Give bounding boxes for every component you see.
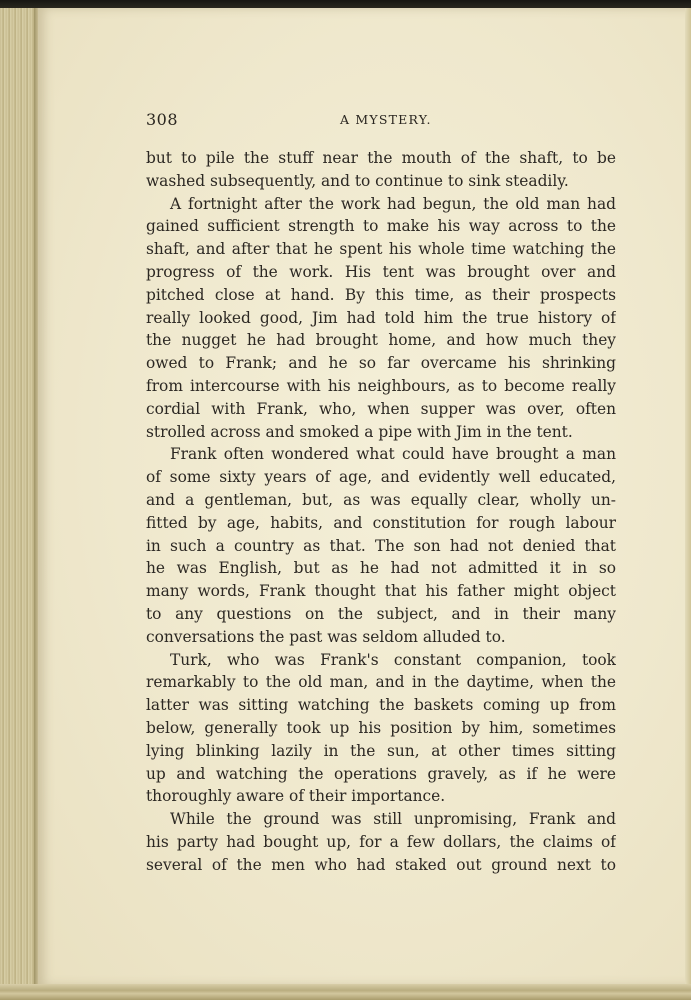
running-head (146, 110, 616, 132)
text-line: shaft, and after that he spent his whole time watching the (146, 240, 616, 259)
page-number: 308 (146, 110, 179, 129)
chapter-title: A MYSTERY. (340, 112, 432, 127)
text-line: washed subsequently, and to continue to sink steadily. (146, 171, 569, 190)
text-line: owed to Frank; and he so far overcame his shrinking (146, 354, 616, 373)
text-line: but to pile the stuff near the mouth of the shaft, to be (146, 149, 616, 167)
body-text (146, 147, 616, 877)
text-line: to any questions on the subject, and in their many (146, 604, 616, 623)
text-line: cordial with Frank, who, when supper was over, often (146, 399, 616, 418)
text-line: latter was sitting watching the baskets coming up from (146, 696, 616, 715)
text-line: up and watching the operations gravely, as if he were (146, 764, 616, 783)
text-line: progress of the work. His tent was brought over and (146, 262, 616, 281)
text-line: fitted by age, habits, and constitution for rough labour (146, 513, 616, 532)
text-line: he was English, but as he had not admitted it in so (146, 559, 616, 578)
text-line: A fortnight after the work had begun, the old man had (170, 194, 616, 213)
text-line: gained sufficient strength to make his way across to the (146, 217, 616, 236)
text-line: of some sixty years of age, and evidently well educated, (146, 468, 616, 487)
text-line: from intercourse with his neighbours, as to become really (146, 376, 616, 395)
text-line: conversations the past was seldom alluded to. (146, 627, 506, 646)
text-line: lying blinking lazily in the sun, at other times sitting (146, 741, 616, 760)
text-line: Frank often wondered what could have brought a man (170, 445, 616, 464)
text-line: his party had bought up, for a few dollars, the claims of (146, 832, 616, 851)
page-stack-edge (0, 8, 40, 1000)
text-line: in such a country as that. The son had not denied that (146, 536, 616, 555)
text-line: several of the men who had staked out ground next to (146, 855, 616, 874)
text-line: pitched close at hand. By this time, as their prospects (146, 285, 616, 304)
text-line: the nugget he had brought home, and how much they (146, 331, 616, 350)
text-line: Turk, who was Frank's constant companion, took (170, 650, 616, 669)
text-line: While the ground was still unpromising, Frank and (170, 810, 616, 829)
text-line: remarkably to the old man, and in the daytime, when the (146, 673, 616, 692)
text-line: many words, Frank thought that his father might object (146, 582, 616, 601)
page-right-edge (685, 8, 691, 988)
text-line: thoroughly aware of their importance. (146, 787, 446, 806)
text-line: really looked good, Jim had told him the true history of (146, 308, 616, 327)
book-bottom-edge (0, 984, 691, 1000)
text-line: below, generally took up his position by him, sometimes (146, 718, 616, 737)
text-line: and a gentleman, but, as was equally clear, wholly un- (146, 490, 616, 509)
text-line: strolled across and smoked a pipe with Jim in the tent. (146, 422, 573, 441)
